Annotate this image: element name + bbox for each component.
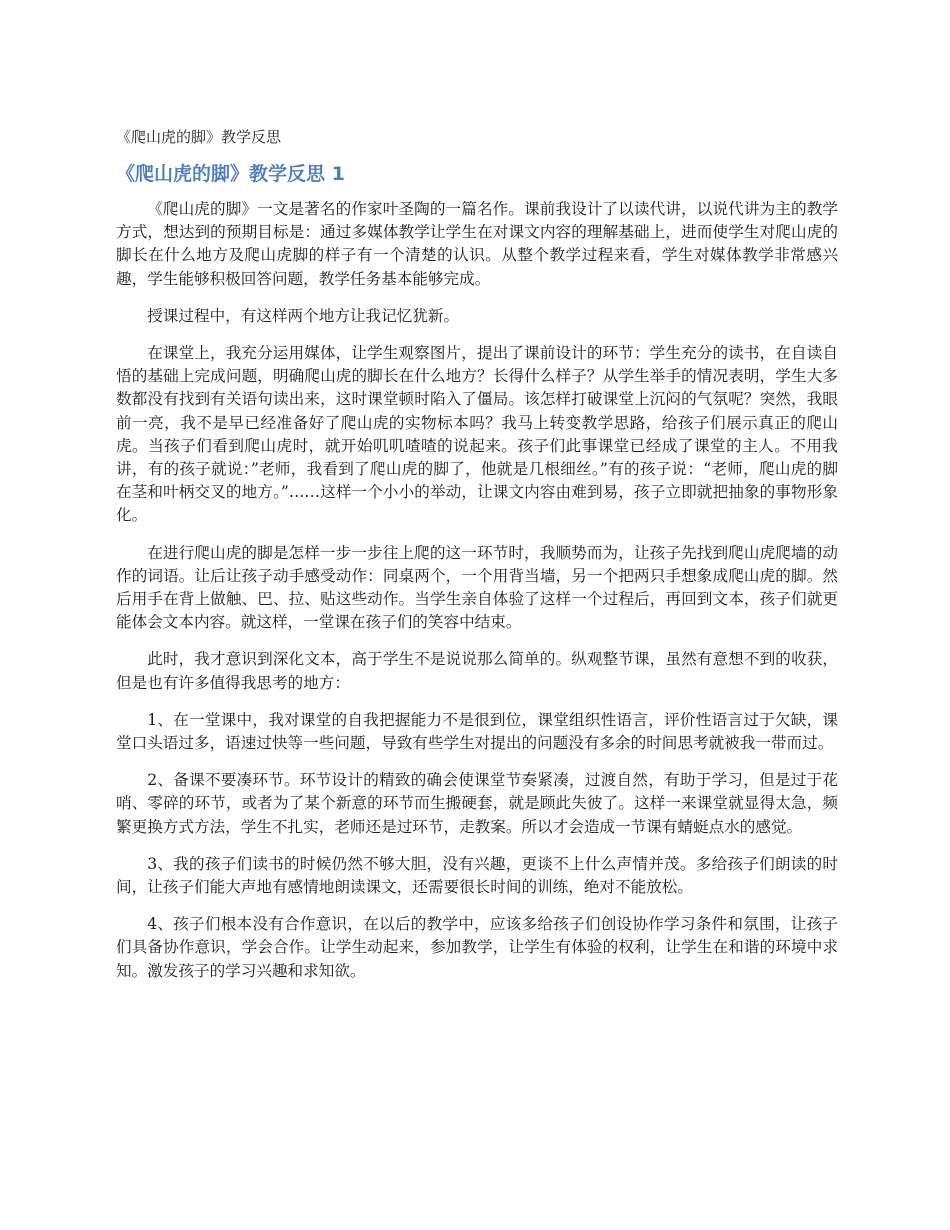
paragraph-climbing: 在进行爬山虎的脚是怎样一步一步往上爬的这一环节时，我顺势而为，让孩子先找到爬山虎爬墙的动作的词语。让后让孩子动手感受动作：同桌两个，一个用背当墙，另一个把两只手想象成爬山虎的脚。然后用手在背上做触、巴、拉、贴这些动作。当学生亲自体验了这样一个过程后，再回到文本，孩子们就更能体会文本内容。就这样，一堂课在孩子们的笑容中结束。 bbox=[116, 543, 838, 632]
paragraph-reflection: 此时，我才意识到深化文本，高于学生不是说说那么简单的。纵观整节课，虽然有意想不到的收获，但是也有许多值得我思考的地方： bbox=[116, 650, 838, 692]
section-heading: 《爬山虎的脚》教学反思 1 bbox=[116, 163, 345, 185]
paragraph-point-3: 3、我的孩子们读书的时候仍然不够大胆，没有兴趣，更谈不上什么声情并茂。多给孩子们朗读的时间，让孩子们能大声地有感情地朗读课文，还需要很长时间的训练，绝对不能放松。 bbox=[116, 854, 838, 897]
paragraph-point-2: 2、备课不要凑环节。环节设计的精致的确会使课堂节奏紧凑，过渡自然，有助于学习，但是过于花哨、零碎的环节，或者为了某个新意的环节而生搬硬套，就是顾此失彼了。这样一来课堂就显得太急，频繁更换方式方法，学生不扎实，老师还是过环节，走教案。所以才会造成一节课有蜻蜓点水的感觉。 bbox=[116, 771, 838, 836]
paragraph-classroom: 在课堂上，我充分运用媒体，让学生观察图片，提出了课前设计的环节：学生充分的读书，在自读自悟的基础上完成问题，明确爬山虎的脚长在什么地方？长得什么样子？从学生举手的情况表明，学生大多数都没有找到有关语句读出来，这时课堂顿时陷入了僵局。该怎样打破课堂上沉闷的气氛呢？突然，我眼前一亮，我不是早已经准备好了爬山虎的实物标本吗？我马上转变教学思路，给孩子们展示真正的爬山虎。当孩子们看到爬山虎时，就开始叽叽喳喳的说起来。孩子们此事课堂已经成了课堂的主人。不用我讲，有的孩子就说：”老师，我看到了爬山虎的脚了，他就是几根细丝。”有的孩子说：“老师，爬山虎的脚在茎和叶柄交叉的地方。”……这样一个小小的举动，让课文内容由难到易，孩子立即就把抽象的事物形象化。 bbox=[116, 344, 838, 525]
paragraph-intro: 《爬山虎的脚》一文是著名的作家叶圣陶的一篇名作。课前我设计了以读代讲，以说代讲为主的教学方式，想达到的预期目标是：通过多媒体教学让学生在对课文内容的理解基础上，进而使学生对爬山虎的脚长在什么地方及爬山虎脚的样子有一个清楚的认识。从整个教学过程来看，学生对媒体教学非常感兴趣，学生能够积极回答问题，教学任务基本能够完成。 bbox=[116, 200, 838, 288]
document-page bbox=[116, 126, 838, 997]
paragraph-memory: 授课过程中，有这样两个地方让我记忆犹新。 bbox=[147, 306, 460, 325]
paragraph-point-1: 1、在一堂课中，我对课堂的自我把握能力不是很到位，课堂组织性语言，评价性语言过于欠缺，课堂口头语过多，语速过快等一些问题，导致有些学生对提出的问题没有多余的时间思考就被我一带而过。 bbox=[116, 710, 838, 753]
paragraph-point-4: 4、孩子们根本没有合作意识，在以后的教学中，应该多给孩子们创设协作学习条件和氛围，让孩子们具备协作意识，学会合作。让学生动起来，参加教学，让学生有体验的权利，让学生在和谐的环境中求知。激发孩子的学习兴趣和求知欲。 bbox=[116, 915, 838, 980]
document-title: 《爬山虎的脚》教学反思 bbox=[116, 128, 282, 146]
